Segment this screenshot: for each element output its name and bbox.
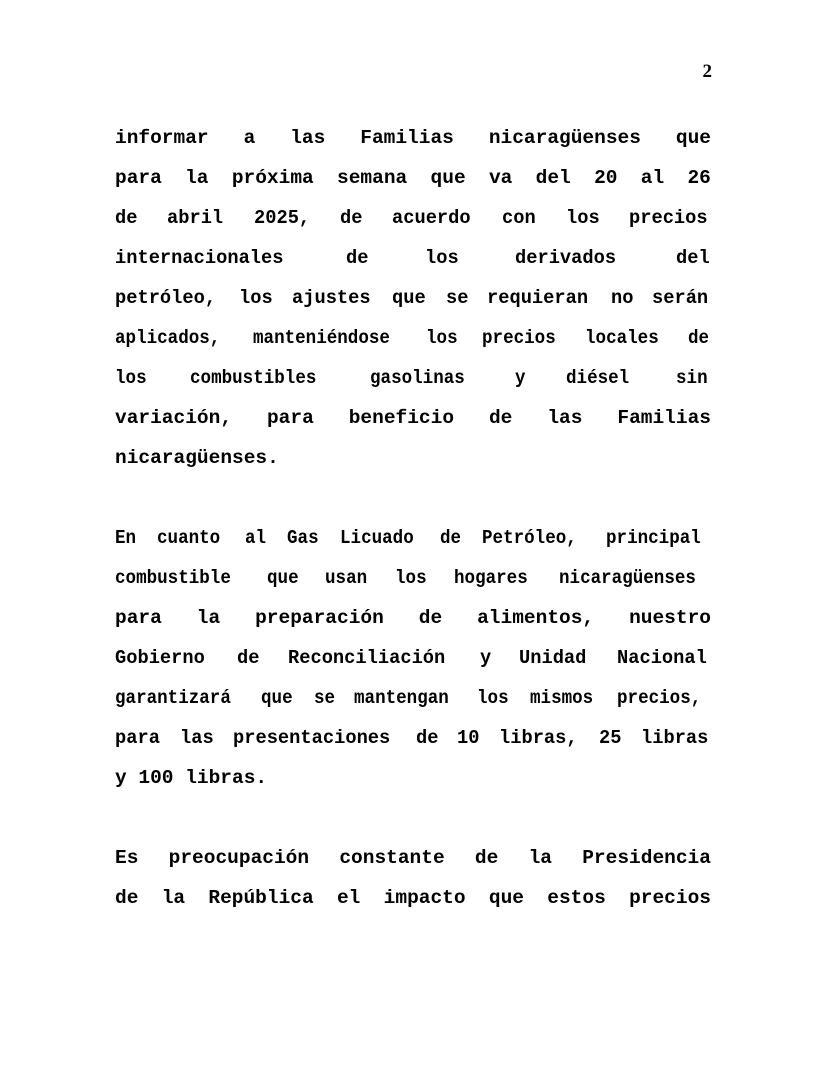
word: Gas <box>286 527 319 549</box>
word: Es <box>115 847 139 869</box>
word: que <box>266 567 299 589</box>
word: va <box>488 167 513 189</box>
text-line <box>115 318 711 358</box>
word: variación, <box>115 407 233 429</box>
word: presentaciones <box>233 727 391 749</box>
word: que <box>675 127 711 149</box>
word: de <box>474 847 499 869</box>
text-line <box>115 158 711 198</box>
word: preparación <box>255 607 384 629</box>
word: diésel <box>566 367 630 389</box>
word: de <box>115 207 138 229</box>
word: mantengan <box>354 687 450 709</box>
word: combustibles <box>189 367 317 389</box>
word: nicaragüenses <box>558 567 696 589</box>
word: acuerdo <box>392 207 471 229</box>
word: los <box>477 687 509 709</box>
word: preocupación <box>168 847 310 869</box>
text-line <box>115 518 711 558</box>
word: Nacional <box>617 647 708 669</box>
word: de <box>345 247 369 269</box>
text-line <box>115 358 711 398</box>
paragraph <box>115 118 711 478</box>
word: que <box>392 287 426 309</box>
word: locales <box>584 327 659 349</box>
word: al <box>245 527 267 549</box>
word: la <box>528 847 552 869</box>
word: 100 <box>138 767 174 789</box>
word: de <box>418 607 443 629</box>
word: precios <box>629 887 711 909</box>
word: que <box>430 167 466 189</box>
word: los <box>565 207 600 229</box>
word: 25 <box>599 727 622 749</box>
text-line <box>115 278 711 318</box>
word: del <box>535 167 571 189</box>
word: petróleo, <box>115 287 217 309</box>
word: requieran <box>487 287 589 309</box>
word: nicaragüenses <box>488 127 641 149</box>
word: mismos <box>529 687 593 709</box>
word: ajustes <box>291 287 371 309</box>
word: principal <box>605 527 701 549</box>
word: y <box>115 767 127 789</box>
word: las <box>290 127 326 149</box>
word: En <box>115 527 137 549</box>
word: cuanto <box>156 527 220 549</box>
word: manteniéndose <box>252 327 390 349</box>
word: los <box>115 367 147 389</box>
word: de <box>340 207 363 229</box>
text-line <box>115 758 711 798</box>
paragraph <box>115 838 711 918</box>
word: Reconciliación <box>287 647 446 669</box>
word: próxima <box>231 167 314 189</box>
text-line <box>115 598 711 638</box>
word: y <box>479 647 491 669</box>
word: constante <box>339 847 445 869</box>
word: nuestro <box>629 607 711 629</box>
word: alimentos, <box>477 607 595 629</box>
text-line <box>115 558 711 598</box>
word: República <box>208 887 314 909</box>
word: estos <box>547 887 606 909</box>
word: sin <box>675 367 708 389</box>
word: gasolinas <box>369 367 465 389</box>
text-line <box>115 678 711 718</box>
word: semana <box>337 167 408 189</box>
text-line <box>115 638 711 678</box>
word: para <box>115 727 160 749</box>
word: y <box>514 367 526 389</box>
word: se <box>313 687 335 709</box>
word: aplicados, <box>115 327 221 349</box>
word: los <box>424 247 459 269</box>
word: impacto <box>383 887 466 909</box>
word: Familias <box>360 127 454 149</box>
word: las <box>180 727 214 749</box>
word: se <box>445 287 469 309</box>
document-body <box>115 118 711 918</box>
word: las <box>547 407 583 429</box>
word: de <box>236 647 260 669</box>
word: para <box>115 607 162 629</box>
word: libras, <box>498 727 578 749</box>
word: internacionales <box>115 247 284 269</box>
word: la <box>161 887 186 909</box>
word: con <box>502 207 536 229</box>
word: precios, <box>617 687 702 709</box>
word: Presidencia <box>582 847 711 869</box>
word: 26 <box>687 167 711 189</box>
paragraph <box>115 518 711 798</box>
word: libras <box>640 727 709 749</box>
word: serán <box>652 287 709 309</box>
word: a <box>243 127 256 149</box>
word: la <box>185 167 209 189</box>
word: informar <box>115 127 209 149</box>
word: que <box>488 887 524 909</box>
word: al <box>640 167 665 189</box>
word: derivados <box>515 247 617 269</box>
word: de <box>440 527 462 549</box>
word: de <box>687 327 709 349</box>
word: para <box>266 407 314 429</box>
word: que <box>261 687 293 709</box>
word: para <box>115 167 162 189</box>
text-line <box>115 198 711 238</box>
word: los <box>238 287 273 309</box>
text-line <box>115 878 711 918</box>
word: precios <box>481 327 556 349</box>
word: los <box>425 327 458 349</box>
word: usan <box>325 567 368 589</box>
word: Familias <box>617 407 711 429</box>
word: 20 <box>594 167 618 189</box>
word: el <box>336 887 361 909</box>
word: combustible <box>115 567 231 589</box>
word: beneficio <box>348 407 455 429</box>
word: los <box>395 567 427 589</box>
word: libras. <box>185 767 268 789</box>
word: Licuado <box>340 527 414 549</box>
word: garantizará <box>115 687 231 709</box>
word: Gobierno <box>115 647 205 669</box>
text-line <box>115 238 711 278</box>
text-line <box>115 398 711 438</box>
word: nicaragüenses. <box>115 447 279 469</box>
text-line <box>115 438 711 478</box>
word: precios <box>629 207 708 229</box>
word: del <box>675 247 710 269</box>
word: 2025, <box>253 207 310 229</box>
text-line <box>115 718 711 758</box>
word: de <box>115 887 139 909</box>
word: Unidad <box>519 647 587 669</box>
word: la <box>196 607 221 629</box>
text-line <box>115 838 711 878</box>
word: de <box>488 407 513 429</box>
word: Petróleo, <box>482 527 577 549</box>
word: hogares <box>453 567 528 589</box>
word: 10 <box>457 727 480 749</box>
word: abril <box>166 207 223 229</box>
word: de <box>415 727 439 749</box>
page-number: 2 <box>702 61 712 82</box>
text-line <box>115 118 711 158</box>
word: no <box>610 287 634 309</box>
